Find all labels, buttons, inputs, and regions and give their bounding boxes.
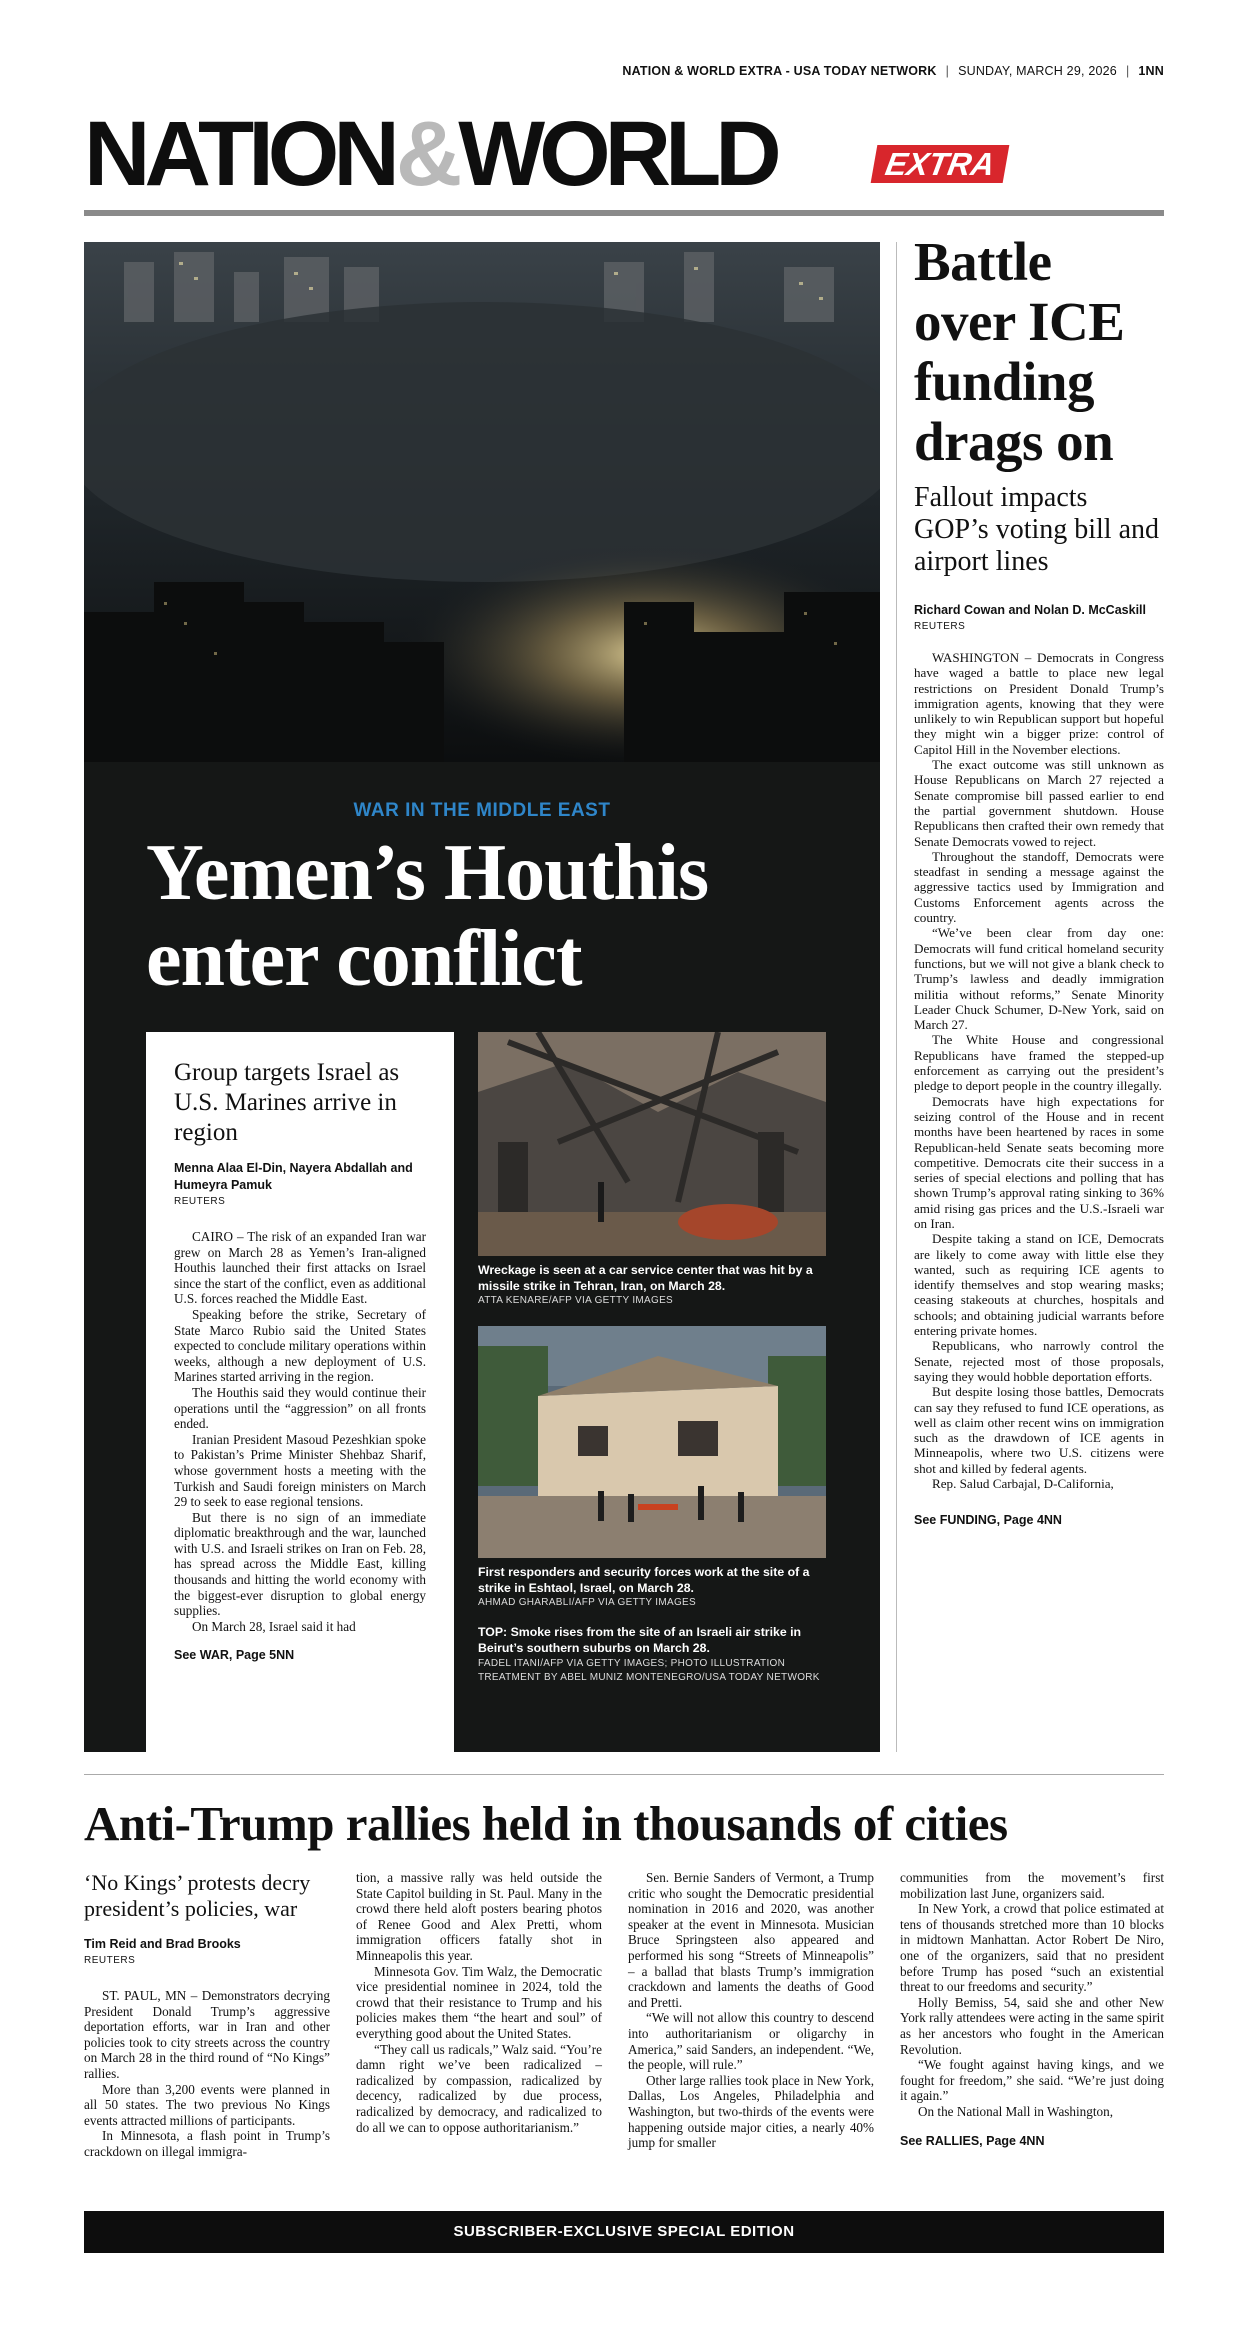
rallies-credit: REUTERS [84, 1955, 136, 1966]
rallies-paragraph: In New York, a crowd that police estimated at tens of thousands stretched more than 10 blocks in midtown Manhattan. Actor Robert De Niro, one of the organizers, said that no president before Trump has posed “such an existential threat to our freedoms and security.” [900, 1901, 1164, 1995]
rallies-jump-link[interactable]: See RALLIES, Page 4NN [900, 2133, 1045, 2148]
lead-deck: Group targets Israel as U.S. Marines arrive in region [174, 1059, 400, 1146]
lead-photo-beirut-smoke [84, 242, 880, 762]
lead-paragraph: The Houthis said they would continue their operations until the “aggression” on all fronts ended. [174, 1384, 426, 1432]
rallies-paragraph: Sen. Bernie Sanders of Vermont, a Trump critic who sought the Democratic presidential nomination in 2016 and 2020, was another speaker at the event in Minnesota. Musician Bruce Springsteen also appeared and performed his song “Streets of Minneapolis” – a ballad that blasts Trump’s immigration crackdown and laments the deaths of Good and Pretti. [628, 1870, 874, 2010]
lead-paragraph: Iranian President Masoud Pezeshkian spoke to Pakistan’s Prime Minister Shehbaz Sharif, whose government hosts a meeting with the Turkish and Saudi foreign ministers on March 29 to seek to ease regional tensions. [174, 1431, 426, 1510]
masthead-ampersand: & [395, 103, 457, 205]
ice-paragraph: “We’ve been clear from day one: Democrats will fund critical homeland security functions, but we will not give a blank check to Trump’s lawless and deadly immigration militia without reforms,” Senate Minority Leader Chuck Schumer, D-New York, said on March 27. [914, 925, 1164, 1033]
ice-paragraph: The White House and congressional Republicans have framed the stepped-up enforcement as carrying out the president’s pledge to deport people in the country illegally. [914, 1032, 1164, 1094]
top-photo-credit: FADEL ITANI/AFP VIA GETTY IMAGES; PHOTO ILLUSTRATION TREATMENT BY ABEL MUNIZ MONTENEGRO/USA TODAY NETWORK [478, 1658, 820, 1683]
photo3-caption: First responders and security forces work at the site of a strike in Eshtaol, Israel, on March 28. [478, 1565, 810, 1595]
rallies-paragraph: Holly Bemiss, 54, said she and other New York rally attendees were acting in the same spirit as her ancestors who fought in the American Revolution. [900, 1994, 1164, 2057]
ice-paragraph: Rep. Salud Carbajal, D-California, [932, 1476, 1114, 1492]
ice-paragraph: Despite taking a stand on ICE, Democrats are likely to come away with little else they wanted, such as requiring ICE agents to identify themselves and stop wearing masks; ceasing stakeouts at churches, hospitals and schools; and obtaining judicial warrants before entering private homes. [914, 1231, 1164, 1339]
lead-headline: Yemen’s Houthis enter conflict [146, 829, 709, 1003]
ice-paragraph: Republicans, who narrowly control the Senate, rejected most of those proposals, saying they would hobble deportation efforts. [914, 1338, 1164, 1384]
ice-headline: Battle over ICE funding drags on [914, 231, 1125, 472]
masthead-extra-badge: EXTRA [871, 145, 1010, 183]
rallies-column-4 [900, 1870, 1164, 2148]
ice-paragraph: But despite losing those battles, Democrats can say they refused to fund ICE operations, as well as claim other recent wins on immigration such as the drawdown of ICE agents in Minneapolis, where two U.S. citizens were shot and killed by federal agents. [914, 1384, 1164, 1476]
masthead-logo [84, 103, 776, 205]
lead-paragraph: On March 28, Israel said it had [192, 1618, 356, 1634]
rallies-body-4 [900, 1870, 1164, 2120]
rallies-byline: Tim Reid and Brad Brooks [84, 1937, 241, 1951]
rallies-column-1 [84, 1870, 330, 2160]
ice-deck: Fallout impacts GOP’s voting bill and airport lines [914, 482, 1160, 577]
rallies-paragraph: Minnesota Gov. Tim Walz, the Democratic vice presidential nominee in 2024, told the crowd that their resistance to Trump and his policies makes them “the heart and soul” of everything good about the United States. [356, 1963, 602, 2041]
top-photo-caption: TOP: Smoke rises from the site of an Israeli air strike in Beirut’s southern suburbs on March 28. [478, 1625, 802, 1655]
edition-date: SUNDAY, MARCH 29, 2026 [958, 64, 1117, 78]
masthead-nation: NATION [84, 103, 394, 205]
rallies-column-2 [356, 1870, 602, 2135]
ice-paragraph: Democrats have high expectations for seizing control of the House and in recent months have been heartened by races in some Republican-held Senate seats becoming more competitive. Democrats cite their success in a series of special elections and polling that has shown Trump’s approval rating sinking to 36% amid rising gas prices and the U.S.-Israeli war on Iran. [914, 1093, 1164, 1231]
photo3-credit: AHMAD GHARABLI/AFP VIA GETTY IMAGES [478, 1597, 696, 1608]
ice-byline: Richard Cowan and Nolan D. McCaskill [914, 603, 1146, 617]
masthead-world: WORLD [458, 103, 776, 205]
rallies-paragraph: ST. PAUL, MN – Demonstrators decrying President Donald Trump’s aggressive deportation efforts, war in Iran and other policies took to city streets across the country on March 28 in the third round of “No Kings” rallies. [84, 1988, 330, 2081]
ice-paragraph: WASHINGTON – Democrats in Congress have waged a battle to place new legal restrictions on President Donald Trump’s immigration agents, knowing that they were unlikely to win Republican support but hopeful they might win a bigger prize: control of Capitol Hill in the November elections. [914, 650, 1164, 757]
lead-paragraph: CAIRO – The risk of an expanded Iran war grew on March 28 as Yemen’s Iran-aligned Houthis launched their first attacks on Israel since the start of the conflict, even as additional U.S. forces reached the Middle East. [174, 1229, 426, 1307]
ice-body [914, 650, 1164, 1491]
footer-banner: SUBSCRIBER-EXCLUSIVE SPECIAL EDITION [84, 2211, 1164, 2253]
photo-tehran-wreckage [478, 1032, 826, 1256]
ice-jump-link[interactable]: See FUNDING, Page 4NN [914, 1513, 1062, 1528]
rallies-paragraph: “We will not allow this country to descend into authoritarianism or oligarchy in America,” said Sanders, an independent. “We, the people, will rule.” [628, 2010, 874, 2073]
lead-article [146, 1032, 454, 1752]
lead-credit: REUTERS [174, 1196, 226, 1207]
rallies-headline: Anti-Trump rallies held in thousands of cities [84, 1796, 1008, 1851]
rallies-column-3 [628, 1870, 874, 2151]
rallies-paragraph: More than 3,200 events were planned in all 50 states. The two previous No Kings events attracted millions of participants. [84, 2081, 330, 2128]
lead-story-package [84, 242, 880, 1752]
ice-story [914, 232, 1164, 1527]
rallies-paragraph: “They call us radicals,” Walz said. “You’re damn right we’ve been radicalized – radicalized by compassion, radicalized by decency, radicalized by due process, radicalized by democracy, and radicalized to do all we can to oppose authoritarianism.” [356, 2041, 602, 2135]
lead-paragraph: Speaking before the strike, Secretary of State Marco Rubio said the United States expected to conclude military operations within weeks, although a new deployment of U.S. Marines started arriving in the region. [174, 1306, 426, 1385]
photo2-caption: Wreckage is seen at a car service center that was hit by a missile strike in Tehran, Iran, on March 28. [478, 1263, 813, 1293]
masthead-rule [84, 210, 1164, 216]
edition-line: NATION & WORLD EXTRA - USA TODAY NETWORK | SUNDAY, MARCH 29, 2026 | 1NN [622, 64, 1164, 78]
rallies-paragraph: “We fought against having kings, and we fought for freedom,” she said. “We’re just doing it again.” [900, 2057, 1164, 2104]
ice-credit: REUTERS [914, 621, 966, 632]
rallies-body-1 [84, 1988, 330, 2160]
rallies-paragraph: tion, a massive rally was held outside the State Capitol building in St. Paul. Many in the crowd there held aloft posters bearing photos of Renee Good and Alex Pretti, whom immigration officers fatally shot in Minneapolis this year. [356, 1870, 602, 1963]
section-rule [84, 1774, 1164, 1775]
rallies-paragraph: communities from the movement’s first mobilization last June, organizers said. [900, 1870, 1164, 1901]
lead-paragraph: But there is no sign of an immediate diplomatic breakthrough and the war, launched with U.S. and Israeli strikes on Iran on Feb. 28, has spread across the Middle East, killing thousands and hitting the world economy with the biggest-ever disruption to global energy supplies. [174, 1509, 426, 1619]
rallies-deck: ‘No Kings’ protests decry president’s policies, war [84, 1870, 311, 1921]
photo2-credit: ATTA KENARE/AFP VIA GETTY IMAGES [478, 1295, 674, 1306]
photo-eshtaol-strike [478, 1326, 826, 1558]
lead-kicker: WAR IN THE MIDDLE EAST [353, 800, 611, 821]
rallies-body-3 [628, 1870, 874, 2151]
lead-jump-link[interactable]: See WAR, Page 5NN [174, 1648, 295, 1663]
page-number: 1NN [1138, 64, 1164, 78]
lead-byline: Menna Alaa El-Din, Nayera Abdallah and Humeyra Pamuk [174, 1161, 413, 1192]
rallies-paragraph: In Minnesota, a flash point in Trump’s crackdown on illegal immigra- [84, 2128, 330, 2159]
ice-paragraph: The exact outcome was still unknown as House Republicans on March 27 rejected a Senate compromise bill passed earlier to end the partial government shutdown. House Republicans then crafted their own remedy that Senate Democrats vowed to reject. [914, 757, 1164, 849]
section-name: NATION & WORLD EXTRA - USA TODAY NETWORK [622, 64, 937, 78]
rallies-paragraph: Other large rallies took place in New York, Dallas, Los Angeles, Philadelphia and Washington, but two-thirds of the events were happening outside major cities, a nearly 40% jump for smaller [628, 2072, 874, 2151]
lead-body [174, 1229, 426, 1634]
ice-paragraph: Throughout the standoff, Democrats were steadfast in sending a message against the aggressive tactics used by Immigration and Customs Enforcement agents across the country. [914, 848, 1164, 926]
rallies-paragraph: On the National Mall in Washington, [918, 2103, 1114, 2119]
column-divider [896, 242, 897, 1752]
rallies-body-2 [356, 1870, 602, 2135]
